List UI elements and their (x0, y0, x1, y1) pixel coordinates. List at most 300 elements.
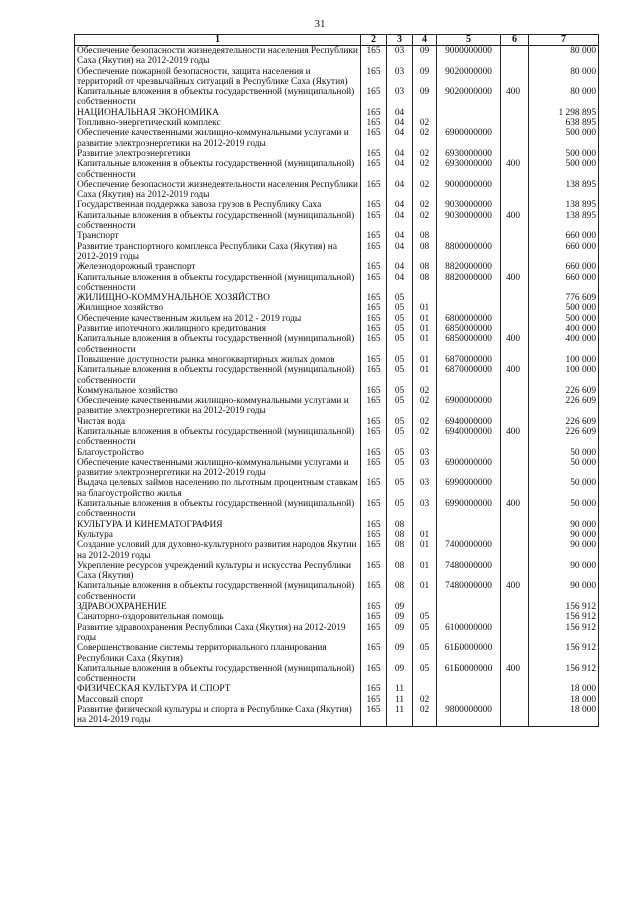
row-section-code: 05 (387, 499, 413, 520)
row-ved-code: 165 (361, 180, 387, 201)
row-name: Выдача целевых займов населению по льготным процентным ставкам на благоустройство жилья (75, 478, 361, 499)
row-ved-code: 165 (361, 684, 387, 694)
row-target-article: 6930000000 (437, 149, 501, 159)
row-amount: 90 000 (529, 520, 599, 530)
row-target-article (437, 231, 501, 241)
row-name: ЖИЛИЩНО-КОММУНАЛЬНОЕ ХОЗЯЙСТВО (75, 293, 361, 303)
row-ved-code: 165 (361, 87, 387, 108)
row-name: Коммунальное хозяйство (75, 386, 361, 396)
row-amount: 226 609 (529, 417, 599, 427)
table-row (75, 499, 599, 520)
row-section-code: 04 (387, 159, 413, 180)
row-expense-type (501, 67, 529, 88)
row-subsection-code: 02 (413, 159, 437, 180)
row-expense-type: 400 (501, 499, 529, 520)
table-header-row (75, 35, 599, 46)
row-section-code: 05 (387, 396, 413, 417)
row-expense-type (501, 540, 529, 561)
row-ved-code: 165 (361, 695, 387, 705)
row-amount: 638 895 (529, 118, 599, 128)
row-section-code: 03 (387, 67, 413, 88)
row-name: Государственная поддержка завоза грузов в Республику Саха (75, 200, 361, 210)
row-name: Развитие физической культуры и спорта в Республике Саха (Якутия) на 2014-2019 годы (75, 705, 361, 726)
budget-table (74, 34, 599, 727)
row-amount: 500 000 (529, 303, 599, 313)
row-expense-type: 400 (501, 664, 529, 685)
table-row (75, 417, 599, 427)
row-target-article: 8820000000 (437, 273, 501, 294)
row-target-article: 6850000000 (437, 324, 501, 334)
row-ved-code: 165 (361, 612, 387, 622)
row-subsection-code: 03 (413, 478, 437, 499)
row-target-article (437, 612, 501, 622)
row-expense-type (501, 684, 529, 694)
table-row (75, 159, 599, 180)
table-row (75, 262, 599, 272)
row-expense-type (501, 612, 529, 622)
table-row (75, 561, 599, 582)
row-name: Капитальные вложения в объекты государственной (муниципальной) собственности (75, 664, 361, 685)
row-expense-type (501, 705, 529, 726)
row-expense-type (501, 128, 529, 149)
row-section-code: 08 (387, 530, 413, 540)
row-amount: 50 000 (529, 499, 599, 520)
row-expense-type: 400 (501, 159, 529, 180)
row-expense-type: 400 (501, 427, 529, 448)
row-amount: 500 000 (529, 314, 599, 324)
row-name: Развитие транспортного комплекса Республики Саха (Якутия) на 2012-2019 годы (75, 242, 361, 263)
row-expense-type: 400 (501, 87, 529, 108)
table-row (75, 180, 599, 201)
row-amount: 660 000 (529, 231, 599, 241)
row-ved-code: 165 (361, 355, 387, 365)
row-amount: 226 609 (529, 396, 599, 417)
row-name: Создание условий для духовно-культурного развития народов Якутии на 2012-2019 годы (75, 540, 361, 561)
row-ved-code: 165 (361, 231, 387, 241)
row-ved-code: 165 (361, 581, 387, 602)
row-name: Капитальные вложения в объекты государственной (муниципальной) собственности (75, 211, 361, 232)
row-name: Обеспечение пожарной безопасности, защита населения и территорий от чрезвычайных ситуаций в Республике Саха (Якутия) (75, 67, 361, 88)
row-name: Транспорт (75, 231, 361, 241)
row-target-article: 6900000000 (437, 128, 501, 149)
row-target-article: 8820000000 (437, 262, 501, 272)
row-amount: 18 000 (529, 684, 599, 694)
row-amount: 90 000 (529, 561, 599, 582)
row-section-code: 04 (387, 128, 413, 149)
row-subsection-code (413, 602, 437, 612)
table-row (75, 231, 599, 241)
row-expense-type (501, 180, 529, 201)
row-subsection-code: 02 (413, 705, 437, 726)
table-row (75, 365, 599, 386)
row-name: Топливно-энергетический комплекс (75, 118, 361, 128)
row-amount: 138 895 (529, 180, 599, 201)
row-ved-code: 165 (361, 159, 387, 180)
table-row (75, 67, 599, 88)
row-name: Капитальные вложения в объекты государственной (муниципальной) собственности (75, 334, 361, 355)
row-target-article: 6870000000 (437, 365, 501, 386)
table-row (75, 211, 599, 232)
page-number: 31 (314, 18, 326, 30)
row-subsection-code: 01 (413, 540, 437, 561)
row-name: НАЦИОНАЛЬНАЯ ЭКОНОМИКА (75, 108, 361, 118)
column-header: 7 (529, 35, 599, 46)
row-name: Санаторно-оздоровительная помощь (75, 612, 361, 622)
table-row (75, 602, 599, 612)
row-name: Чистая вода (75, 417, 361, 427)
row-subsection-code: 01 (413, 365, 437, 386)
row-amount: 50 000 (529, 448, 599, 458)
row-name: Железнодорожный транспорт (75, 262, 361, 272)
row-amount: 90 000 (529, 540, 599, 561)
row-subsection-code: 01 (413, 303, 437, 313)
row-target-article: 6800000000 (437, 314, 501, 324)
row-target-article: 6870000000 (437, 355, 501, 365)
row-section-code: 08 (387, 581, 413, 602)
row-ved-code: 165 (361, 293, 387, 303)
row-section-code: 05 (387, 324, 413, 334)
row-target-article (437, 520, 501, 530)
row-target-article: 7480000000 (437, 561, 501, 582)
row-subsection-code: 02 (413, 149, 437, 159)
row-section-code: 05 (387, 417, 413, 427)
row-section-code: 03 (387, 87, 413, 108)
row-expense-type (501, 695, 529, 705)
row-target-article: 6990000000 (437, 499, 501, 520)
row-amount: 660 000 (529, 273, 599, 294)
row-target-article: 9800000000 (437, 705, 501, 726)
row-subsection-code: 02 (413, 128, 437, 149)
row-ved-code: 165 (361, 602, 387, 612)
table-row (75, 396, 599, 417)
row-expense-type (501, 458, 529, 479)
row-subsection-code: 02 (413, 211, 437, 232)
row-target-article: 6900000000 (437, 458, 501, 479)
column-header: 1 (75, 35, 361, 46)
row-section-code: 04 (387, 149, 413, 159)
row-subsection-code: 01 (413, 561, 437, 582)
row-target-article: 6940000000 (437, 417, 501, 427)
row-name: Повышение доступности рынка многоквартирных жилых домов (75, 355, 361, 365)
row-amount: 156 912 (529, 623, 599, 644)
row-expense-type (501, 448, 529, 458)
row-expense-type (501, 623, 529, 644)
row-amount: 18 000 (529, 705, 599, 726)
row-amount: 1 298 895 (529, 108, 599, 118)
row-amount: 500 000 (529, 159, 599, 180)
row-name: Капитальные вложения в объекты государственной (муниципальной) собственности (75, 87, 361, 108)
row-section-code: 05 (387, 303, 413, 313)
table-row (75, 448, 599, 458)
row-target-article: 6990000000 (437, 478, 501, 499)
row-subsection-code: 08 (413, 242, 437, 263)
row-ved-code: 165 (361, 458, 387, 479)
row-expense-type (501, 231, 529, 241)
row-target-article (437, 303, 501, 313)
row-name: Обеспечение качественными жилищно-коммунальными услугами и развитие электроэнергетики на 2012-2019 годы (75, 458, 361, 479)
row-ved-code: 165 (361, 200, 387, 210)
row-section-code: 09 (387, 612, 413, 622)
row-expense-type (501, 478, 529, 499)
row-target-article (437, 386, 501, 396)
table-row (75, 273, 599, 294)
table-row (75, 581, 599, 602)
row-ved-code: 165 (361, 664, 387, 685)
table-row (75, 242, 599, 263)
table-row (75, 87, 599, 108)
row-target-article: 6940000000 (437, 427, 501, 448)
row-expense-type: 400 (501, 581, 529, 602)
row-expense-type (501, 355, 529, 365)
row-ved-code: 165 (361, 478, 387, 499)
row-section-code: 09 (387, 623, 413, 644)
row-ved-code: 165 (361, 540, 387, 561)
column-header: 6 (501, 35, 529, 46)
row-section-code: 04 (387, 118, 413, 128)
row-expense-type (501, 149, 529, 159)
table-row (75, 705, 599, 726)
row-ved-code: 165 (361, 334, 387, 355)
row-target-article: 61Б0000000 (437, 664, 501, 685)
row-target-article (437, 108, 501, 118)
row-subsection-code: 05 (413, 623, 437, 644)
row-ved-code: 165 (361, 396, 387, 417)
row-section-code: 09 (387, 643, 413, 664)
row-amount: 100 000 (529, 365, 599, 386)
row-expense-type (501, 561, 529, 582)
row-target-article: 6930000000 (437, 159, 501, 180)
row-subsection-code: 09 (413, 67, 437, 88)
row-target-article: 9030000000 (437, 200, 501, 210)
row-subsection-code: 05 (413, 664, 437, 685)
row-name: Обеспечение безопасности жизнедеятельности населения Республики Саха (Якутия) на 2012-2019 годы (75, 180, 361, 201)
row-section-code: 11 (387, 684, 413, 694)
row-subsection-code: 01 (413, 355, 437, 365)
table-row (75, 540, 599, 561)
row-section-code: 05 (387, 478, 413, 499)
row-subsection-code: 02 (413, 200, 437, 210)
row-amount: 156 912 (529, 602, 599, 612)
table-row (75, 643, 599, 664)
table-row (75, 303, 599, 313)
row-amount: 226 609 (529, 427, 599, 448)
row-target-article (437, 293, 501, 303)
row-subsection-code (413, 108, 437, 118)
row-subsection-code (413, 520, 437, 530)
row-amount: 156 912 (529, 664, 599, 685)
row-ved-code: 165 (361, 427, 387, 448)
row-name: КУЛЬТУРА И КИНЕМАТОГРАФИЯ (75, 520, 361, 530)
table-row (75, 128, 599, 149)
row-amount: 660 000 (529, 262, 599, 272)
row-amount: 100 000 (529, 355, 599, 365)
row-expense-type (501, 200, 529, 210)
row-target-article (437, 684, 501, 694)
row-subsection-code: 09 (413, 87, 437, 108)
row-ved-code: 165 (361, 128, 387, 149)
row-name: Капитальные вложения в объекты государственной (муниципальной) собственности (75, 365, 361, 386)
row-subsection-code: 05 (413, 643, 437, 664)
column-header: 2 (361, 35, 387, 46)
row-subsection-code: 08 (413, 273, 437, 294)
row-ved-code: 165 (361, 499, 387, 520)
row-name: Обеспечение качественным жильем на 2012 - 2019 годы (75, 314, 361, 324)
row-target-article: 6100000000 (437, 623, 501, 644)
row-ved-code: 165 (361, 643, 387, 664)
row-section-code: 04 (387, 200, 413, 210)
row-name: Развитие здравоохранения Республики Саха (Якутия) на 2012-2019 годы (75, 623, 361, 644)
table-body (75, 46, 599, 727)
row-section-code: 08 (387, 540, 413, 561)
row-ved-code: 165 (361, 314, 387, 324)
row-section-code: 05 (387, 427, 413, 448)
row-expense-type (501, 520, 529, 530)
row-subsection-code: 05 (413, 612, 437, 622)
row-ved-code: 165 (361, 705, 387, 726)
row-subsection-code: 02 (413, 427, 437, 448)
row-target-article: 8800000000 (437, 242, 501, 263)
table-row (75, 108, 599, 118)
row-expense-type: 400 (501, 334, 529, 355)
row-subsection-code: 02 (413, 180, 437, 201)
row-ved-code: 165 (361, 46, 387, 67)
row-amount: 80 000 (529, 67, 599, 88)
row-section-code: 04 (387, 262, 413, 272)
row-amount: 80 000 (529, 46, 599, 67)
row-ved-code: 165 (361, 623, 387, 644)
row-ved-code: 165 (361, 386, 387, 396)
row-ved-code: 165 (361, 324, 387, 334)
row-amount: 660 000 (529, 242, 599, 263)
row-expense-type: 400 (501, 365, 529, 386)
row-section-code: 05 (387, 365, 413, 386)
row-ved-code: 165 (361, 262, 387, 272)
row-name: Капитальные вложения в объекты государственной (муниципальной) собственности (75, 581, 361, 602)
row-subsection-code: 01 (413, 314, 437, 324)
row-target-article (437, 530, 501, 540)
row-amount: 400 000 (529, 324, 599, 334)
row-section-code: 04 (387, 242, 413, 263)
row-subsection-code (413, 293, 437, 303)
row-section-code: 05 (387, 386, 413, 396)
row-name: Массовый спорт (75, 695, 361, 705)
row-ved-code: 165 (361, 149, 387, 159)
row-section-code: 05 (387, 314, 413, 324)
row-amount: 90 000 (529, 581, 599, 602)
row-name: Обеспечение безопасности жизнедеятельности населения Республики Саха (Якутия) на 2012-2019 годы (75, 46, 361, 67)
row-amount: 500 000 (529, 149, 599, 159)
row-section-code: 08 (387, 520, 413, 530)
row-amount: 226 609 (529, 386, 599, 396)
table-row (75, 695, 599, 705)
row-section-code: 11 (387, 705, 413, 726)
row-section-code: 03 (387, 46, 413, 67)
row-amount: 156 912 (529, 612, 599, 622)
row-ved-code: 165 (361, 303, 387, 313)
row-ved-code: 165 (361, 365, 387, 386)
table-row (75, 149, 599, 159)
row-subsection-code: 08 (413, 262, 437, 272)
row-target-article: 9030000000 (437, 211, 501, 232)
row-name: Благоустройство (75, 448, 361, 458)
row-name: Обеспечение качественными жилищно-коммунальными услугами и развитие электроэнергетики на 2012-2019 годы (75, 128, 361, 149)
row-subsection-code (413, 684, 437, 694)
row-ved-code: 165 (361, 108, 387, 118)
row-expense-type (501, 386, 529, 396)
row-subsection-code: 03 (413, 448, 437, 458)
table-row (75, 293, 599, 303)
row-ved-code: 165 (361, 273, 387, 294)
row-ved-code: 165 (361, 211, 387, 232)
row-ved-code: 165 (361, 448, 387, 458)
table-row (75, 314, 599, 324)
row-subsection-code: 09 (413, 46, 437, 67)
table-row (75, 118, 599, 128)
row-expense-type (501, 314, 529, 324)
row-amount: 80 000 (529, 87, 599, 108)
row-expense-type (501, 530, 529, 540)
table-row (75, 324, 599, 334)
row-name: Капитальные вложения в объекты государственной (муниципальной) собственности (75, 273, 361, 294)
column-header: 3 (387, 35, 413, 46)
row-name: Обеспечение качественными жилищно-коммунальными услугами и развитие электроэнергетики на 2012-2019 годы (75, 396, 361, 417)
row-amount: 138 895 (529, 211, 599, 232)
row-expense-type (501, 46, 529, 67)
table-row (75, 386, 599, 396)
row-subsection-code: 02 (413, 396, 437, 417)
row-section-code: 05 (387, 458, 413, 479)
row-section-code: 05 (387, 334, 413, 355)
row-name: Капитальные вложения в объекты государственной (муниципальной) собственности (75, 499, 361, 520)
row-name: Укрепление ресурсов учреждений культуры и искусства Республики Саха (Якутия) (75, 561, 361, 582)
row-expense-type: 400 (501, 211, 529, 232)
table-row (75, 664, 599, 685)
table-row (75, 46, 599, 67)
row-target-article: 7480000000 (437, 581, 501, 602)
row-subsection-code: 01 (413, 581, 437, 602)
table-row (75, 334, 599, 355)
table-row (75, 623, 599, 644)
row-target-article (437, 602, 501, 612)
row-name: Капитальные вложения в объекты государственной (муниципальной) собственности (75, 427, 361, 448)
row-section-code: 08 (387, 561, 413, 582)
row-subsection-code: 02 (413, 417, 437, 427)
row-subsection-code: 03 (413, 458, 437, 479)
row-subsection-code: 03 (413, 499, 437, 520)
table-row (75, 200, 599, 210)
row-section-code: 04 (387, 108, 413, 118)
row-expense-type (501, 396, 529, 417)
row-ved-code: 165 (361, 67, 387, 88)
row-target-article: 9000000000 (437, 46, 501, 67)
row-target-article: 6900000000 (437, 396, 501, 417)
row-amount: 400 000 (529, 334, 599, 355)
table-row (75, 355, 599, 365)
column-header: 5 (437, 35, 501, 46)
row-amount: 500 000 (529, 128, 599, 149)
row-name: Развитие электроэнергетики (75, 149, 361, 159)
table-row (75, 458, 599, 479)
row-subsection-code: 02 (413, 118, 437, 128)
row-amount: 50 000 (529, 478, 599, 499)
row-name: Жилищное хозяйство (75, 303, 361, 313)
row-expense-type (501, 242, 529, 263)
table-row (75, 427, 599, 448)
row-section-code: 04 (387, 231, 413, 241)
row-expense-type (501, 293, 529, 303)
row-name: Капитальные вложения в объекты государственной (муниципальной) собственности (75, 159, 361, 180)
row-expense-type (501, 118, 529, 128)
